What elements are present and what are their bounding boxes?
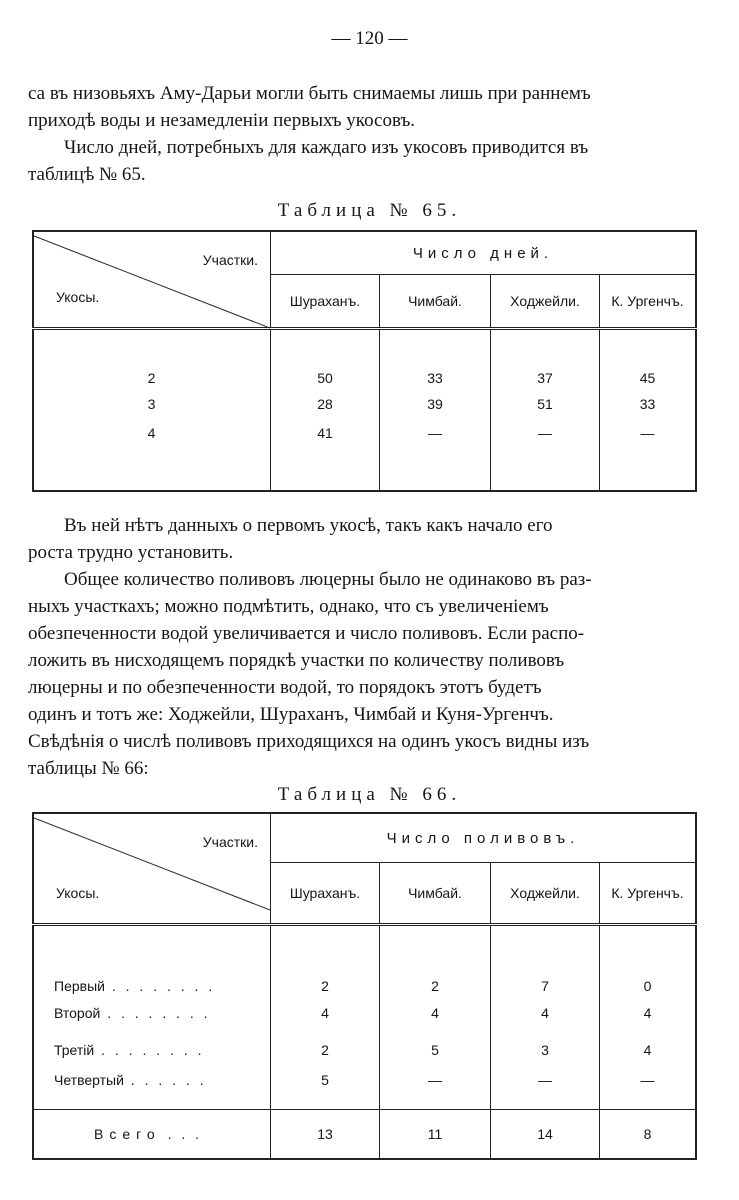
cell-value: 2 bbox=[271, 924, 380, 995]
table-row bbox=[33, 421, 696, 492]
text-line: са въ низовьяхъ Аму-Дарьи могли быть снимаемы лишь при раннемъ bbox=[28, 83, 591, 104]
cell-value: 4 bbox=[491, 995, 600, 1032]
corner-header-plots: Участки. bbox=[202, 252, 258, 268]
text-line: Число дней, потребныхъ для каждаго изъ укосовъ приводится въ bbox=[64, 137, 589, 158]
group-header: Число дней. bbox=[271, 231, 697, 275]
cell-value: 37 bbox=[491, 329, 600, 387]
column-header: Чимбай. bbox=[380, 863, 491, 925]
cell-value: 33 bbox=[639, 395, 656, 412]
cell-value: 39 bbox=[380, 387, 491, 421]
table-row bbox=[33, 924, 696, 995]
column-header: Ходжейли. bbox=[491, 863, 600, 925]
table-66-title: Таблица № 66. bbox=[277, 784, 462, 805]
row-label: 3 bbox=[33, 387, 271, 421]
cell-value: 28 bbox=[271, 387, 380, 421]
cell-value: 4 bbox=[380, 995, 491, 1032]
diagonal-line bbox=[34, 232, 270, 332]
cell-value: — bbox=[491, 421, 600, 492]
column-header: Ходжейли. bbox=[491, 275, 600, 329]
cell-value: 4 bbox=[271, 995, 380, 1032]
row-label: 2 bbox=[33, 329, 271, 387]
cell-value: — bbox=[640, 1072, 655, 1089]
row-label: Третій . . . . . . . . bbox=[33, 1032, 271, 1069]
total-value: 14 bbox=[491, 1109, 600, 1159]
paragraph-4 bbox=[28, 566, 698, 782]
cell-value: 51 bbox=[491, 387, 600, 421]
cell-value: 2 bbox=[271, 1032, 380, 1069]
text-line: таблицѣ № 65. bbox=[28, 164, 146, 185]
table-row bbox=[33, 329, 696, 387]
corner-header-cuttings: Укосы. bbox=[56, 884, 100, 901]
text-line: таблицы № 66: bbox=[28, 758, 149, 779]
cell-value: 7 bbox=[491, 924, 600, 995]
column-header: Шураханъ. bbox=[271, 275, 380, 329]
column-header: К. Ургенчъ. bbox=[600, 275, 697, 329]
cell-value: 0 bbox=[643, 978, 652, 995]
column-header: К. Ургенчъ. bbox=[600, 863, 697, 925]
total-value: 11 bbox=[380, 1109, 491, 1159]
table-65-corner bbox=[33, 231, 271, 329]
paragraph-3 bbox=[28, 512, 698, 566]
cell-value: 4 bbox=[643, 1005, 652, 1022]
cell-value: 5 bbox=[380, 1032, 491, 1069]
row-label: Четвертый . . . . . . bbox=[33, 1068, 271, 1109]
cell-value: 5 bbox=[271, 1068, 380, 1109]
cell-value: 45 bbox=[639, 369, 656, 386]
column-header: Шураханъ. bbox=[271, 863, 380, 925]
total-label: Всего . . . bbox=[33, 1109, 271, 1159]
text-line: приходѣ воды и незамедленіи первыхъ укосовъ. bbox=[28, 110, 416, 131]
paragraph-2 bbox=[28, 134, 698, 188]
text-line: одинъ и тотъ же: Ходжейли, Шураханъ, Чимбай и Куня-Ургенчъ. bbox=[28, 704, 554, 725]
page-number: — 120 — bbox=[331, 28, 408, 49]
cell-value: 41 bbox=[271, 421, 380, 492]
total-value: 13 bbox=[271, 1109, 380, 1159]
text-line: ныхъ участкахъ; можно подмѣтить, однако, что съ увеличеніемъ bbox=[28, 596, 549, 617]
paragraph-1 bbox=[28, 80, 698, 134]
table-65 bbox=[32, 230, 697, 492]
text-line: ложить въ нисходящемъ порядкѣ участки по количеству поливовъ bbox=[28, 650, 565, 671]
cell-value: 2 bbox=[380, 924, 491, 995]
table-66 bbox=[32, 812, 697, 1160]
column-header: Чимбай. bbox=[380, 275, 491, 329]
corner-header-cuttings: Укосы. bbox=[56, 289, 100, 305]
row-label: Второй . . . . . . . . bbox=[33, 995, 271, 1032]
cell-value: 4 bbox=[643, 1041, 652, 1058]
table-66-corner bbox=[33, 813, 271, 924]
total-row bbox=[33, 1109, 696, 1159]
table-row bbox=[33, 387, 696, 421]
cell-value: — bbox=[380, 421, 491, 492]
total-value: 8 bbox=[600, 1109, 697, 1159]
cell-value: 3 bbox=[491, 1032, 600, 1069]
text-line: роста трудно установить. bbox=[28, 542, 234, 563]
table-65-title: Таблица № 65. bbox=[277, 200, 462, 221]
corner-header-plots: Участки. bbox=[202, 834, 258, 850]
table-row bbox=[33, 1032, 696, 1069]
text-line: обезпеченности водой увеличивается и число поливовъ. Если распо- bbox=[28, 623, 585, 644]
text-line: люцерны и по обезпеченности водой, то порядокъ этотъ будетъ bbox=[28, 677, 542, 698]
table-row bbox=[33, 995, 696, 1032]
cell-value: 50 bbox=[271, 329, 380, 387]
text-line: Общее количество поливовъ люцерны было не одинаково въ раз- bbox=[64, 569, 592, 590]
group-header: Число поливовъ. bbox=[271, 813, 697, 863]
cell-value: 33 bbox=[380, 329, 491, 387]
row-label: Первый . . . . . . . . bbox=[33, 924, 271, 995]
table-row bbox=[33, 1068, 696, 1109]
row-label: 4 bbox=[33, 421, 271, 492]
text-line: Свѣдѣнія о числѣ поливовъ приходящихся на одинъ укосъ видны изъ bbox=[28, 731, 590, 752]
text-line: Въ ней нѣтъ данныхъ о первомъ укосѣ, такъ какъ начало его bbox=[64, 515, 553, 536]
cell-value: — bbox=[491, 1068, 600, 1109]
cell-value: — bbox=[380, 1068, 491, 1109]
cell-value: — bbox=[640, 424, 655, 441]
